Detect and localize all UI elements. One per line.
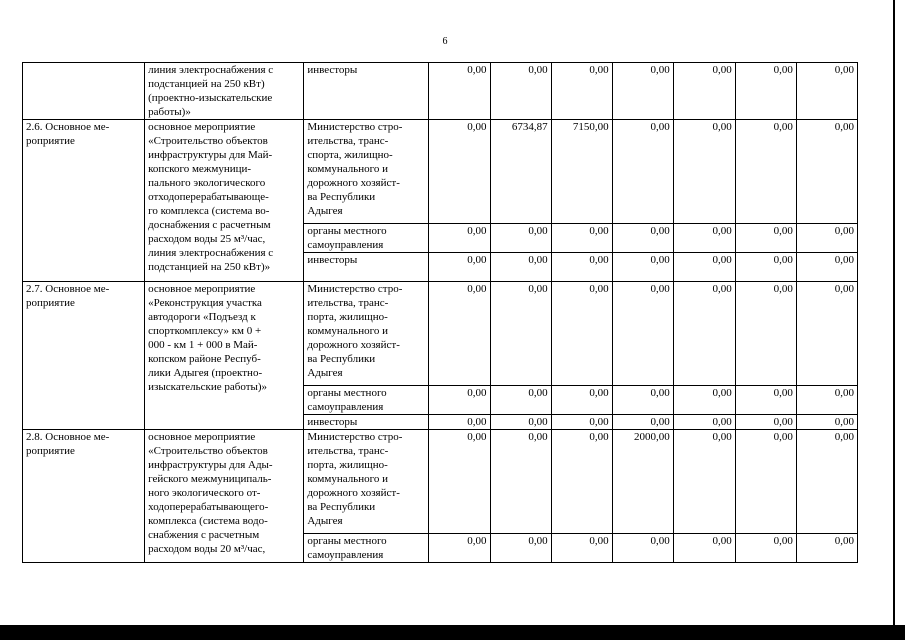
value-cell: 0,00 xyxy=(551,386,612,415)
value-cell: 2000,00 xyxy=(612,430,673,534)
scan-edge-bottom xyxy=(0,625,905,640)
value-cell: 0,00 xyxy=(796,534,857,563)
value-cell: 0,00 xyxy=(612,415,673,430)
value-cell: 0,00 xyxy=(796,253,857,282)
value-cell: 0,00 xyxy=(612,282,673,386)
value-cell: 0,00 xyxy=(735,415,796,430)
value-cell: 0,00 xyxy=(796,430,857,534)
value-cell: 0,00 xyxy=(796,386,857,415)
value-cell: 0,00 xyxy=(673,224,735,253)
value-cell: 0,00 xyxy=(673,415,735,430)
value-cell: 0,00 xyxy=(612,63,673,120)
value-cell: 0,00 xyxy=(429,415,490,430)
value-cell: 0,00 xyxy=(429,282,490,386)
value-cell: 0,00 xyxy=(551,534,612,563)
value-cell: 0,00 xyxy=(551,224,612,253)
value-cell: 0,00 xyxy=(429,386,490,415)
value-cell: 0,00 xyxy=(796,120,857,224)
value-cell: 6734,87 xyxy=(490,120,551,224)
value-cell: 0,00 xyxy=(735,386,796,415)
value-cell: 0,00 xyxy=(612,253,673,282)
value-cell: 0,00 xyxy=(490,282,551,386)
value-cell: 0,00 xyxy=(429,534,490,563)
value-cell: 0,00 xyxy=(735,534,796,563)
executor-cell: органы местного самоуправления xyxy=(304,534,429,563)
value-cell: 0,00 xyxy=(490,253,551,282)
value-cell: 0,00 xyxy=(490,386,551,415)
value-cell: 0,00 xyxy=(490,224,551,253)
measure-name-cell: основное мероприятие «Реконструкция участка автодороги «Подъезд к спорткомплексу» км 0 + 000 - км 1 + 000 в Май- копском районе Респуб- лики Адыгея (проектно- изыскательские работы)» xyxy=(145,282,304,430)
measure-number-cell xyxy=(23,63,145,120)
value-cell: 7150,00 xyxy=(551,120,612,224)
value-cell: 0,00 xyxy=(673,120,735,224)
value-cell: 0,00 xyxy=(490,430,551,534)
measure-name-cell: основное мероприятие «Строительство объектов инфраструктуры для Май- копского межмуници- пального экологического отходоперерабатывающе- го комплекса (система во- доснабжения с расчетным расходом воды 25 м³/час, линия электроснабжения с подстанцией на 250 кВт)» xyxy=(145,120,304,282)
value-cell: 0,00 xyxy=(796,415,857,430)
value-cell: 0,00 xyxy=(612,534,673,563)
measure-name-cell: основное мероприятие «Строительство объектов инфраструктуры для Ады- гейского межмуниципаль- ного экологического от- ходоперерабатывающего- комплекса (система водо- снабжения с расчетным расходом воды 20 м³/час, xyxy=(145,430,304,563)
scan-edge-right xyxy=(893,0,895,625)
value-cell: 0,00 xyxy=(735,282,796,386)
table-row xyxy=(23,63,858,120)
value-cell: 0,00 xyxy=(612,120,673,224)
value-cell: 0,00 xyxy=(673,63,735,120)
value-cell: 0,00 xyxy=(673,534,735,563)
value-cell: 0,00 xyxy=(735,120,796,224)
value-cell: 0,00 xyxy=(673,253,735,282)
value-cell: 0,00 xyxy=(551,253,612,282)
page-number: 6 xyxy=(442,36,448,47)
executor-cell: Министерство стро- ительства, транс- порта, жилищно- коммунального и дорожного хозяйст- ва Республики Адыгея xyxy=(304,430,429,534)
executor-cell: инвесторы xyxy=(304,253,429,282)
value-cell: 0,00 xyxy=(551,282,612,386)
value-cell: 0,00 xyxy=(429,430,490,534)
executor-cell: органы местного самоуправления xyxy=(304,224,429,253)
executor-cell: Министерство стро- ительства, транс- спорта, жилищно- коммунального и дорожного хозяйст- ва Республики Адыгея xyxy=(304,120,429,224)
value-cell: 0,00 xyxy=(429,253,490,282)
executor-cell: инвесторы xyxy=(304,63,429,120)
value-cell: 0,00 xyxy=(735,63,796,120)
value-cell: 0,00 xyxy=(490,534,551,563)
executor-cell: органы местного самоуправления xyxy=(304,386,429,415)
value-cell: 0,00 xyxy=(429,120,490,224)
table-row xyxy=(23,430,858,534)
value-cell: 0,00 xyxy=(735,253,796,282)
value-cell: 0,00 xyxy=(673,282,735,386)
value-cell: 0,00 xyxy=(796,282,857,386)
value-cell: 0,00 xyxy=(612,224,673,253)
value-cell: 0,00 xyxy=(429,224,490,253)
measure-number-cell: 2.6. Основное ме- роприятие xyxy=(23,120,145,282)
value-cell: 0,00 xyxy=(735,430,796,534)
measure-number-cell: 2.7. Основное ме- роприятие xyxy=(23,282,145,430)
value-cell: 0,00 xyxy=(673,386,735,415)
value-cell: 0,00 xyxy=(490,415,551,430)
table-row xyxy=(23,120,858,224)
executor-cell: Министерство стро- ительства, транс- порта, жилищно- коммунального и дорожного хозяйст- ва Республики Адыгея xyxy=(304,282,429,386)
value-cell: 0,00 xyxy=(735,224,796,253)
value-cell: 0,00 xyxy=(551,430,612,534)
table-row xyxy=(23,282,858,386)
value-cell: 0,00 xyxy=(796,224,857,253)
value-cell: 0,00 xyxy=(490,63,551,120)
measure-number-cell: 2.8. Основное ме- роприятие xyxy=(23,430,145,563)
value-cell: 0,00 xyxy=(796,63,857,120)
executor-cell: инвесторы xyxy=(304,415,429,430)
program-table xyxy=(22,62,858,563)
value-cell: 0,00 xyxy=(551,415,612,430)
value-cell: 0,00 xyxy=(429,63,490,120)
value-cell: 0,00 xyxy=(551,63,612,120)
measure-name-cell: линия электроснабжения с подстанцией на 250 кВт) (проектно-изыскательские работы)» xyxy=(145,63,304,120)
value-cell: 0,00 xyxy=(673,430,735,534)
value-cell: 0,00 xyxy=(612,386,673,415)
